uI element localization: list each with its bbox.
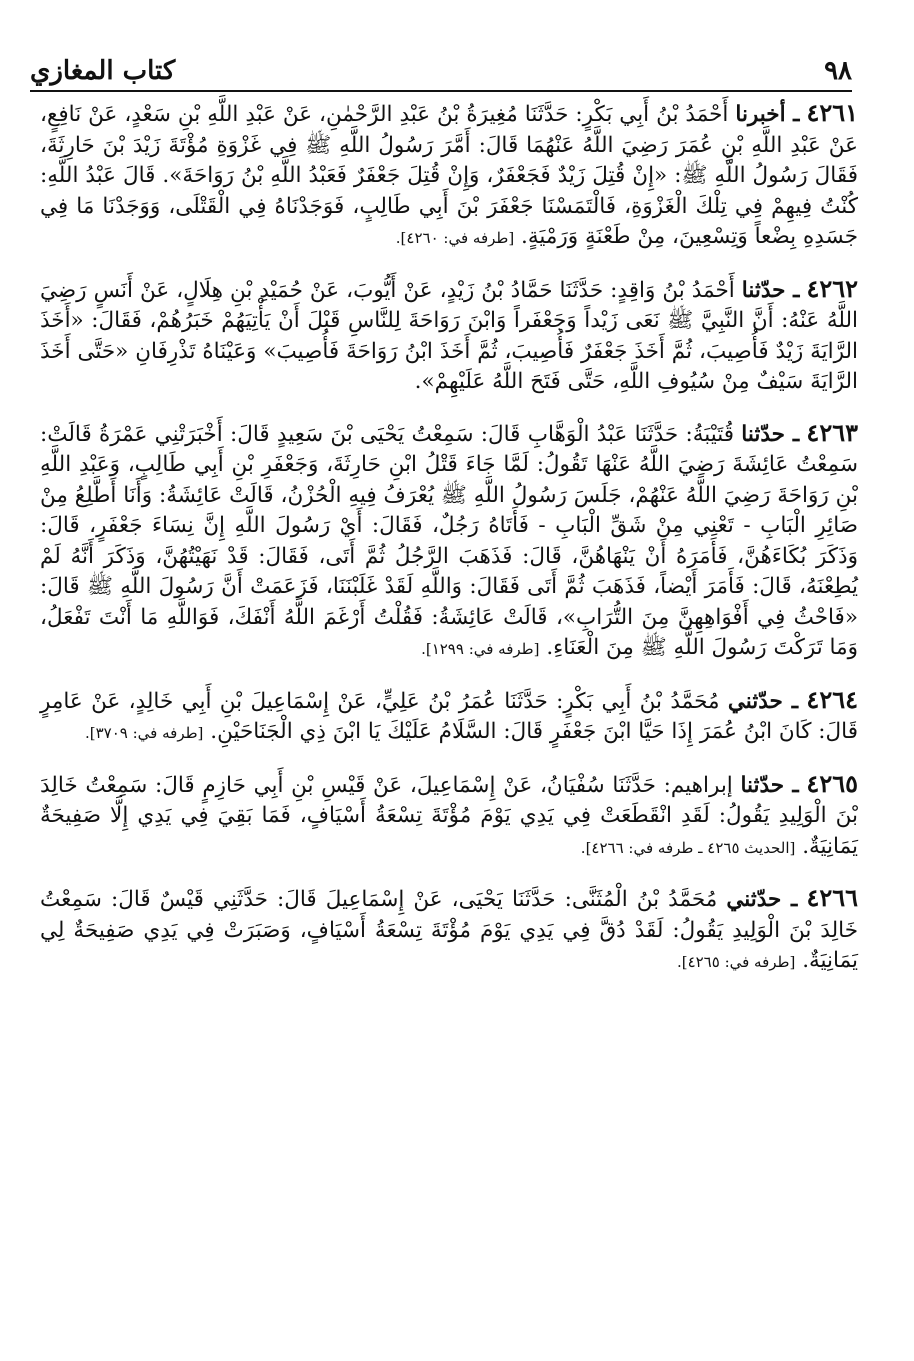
hadith-text: أَحْمَدُ بْنُ أَبِي بَكْرٍ: حَدَّثَنَا مُغِيرَةُ بْنُ عَبْدِ الرَّحْمٰنِ، عَنْ عَبْدِ اللَّهِ بْنِ سَعْدٍ، عَنْ نَافِعٍ، عَنْ عَبْدِ اللَّهِ بْنِ عُمَرَ رَضِيَ اللَّهُ عَنْهُمَا قَالَ: أَمَّرَ رَسُولُ اللَّهِ ﷺ فِي غَزْوَةِ مُؤْتَةَ زَيْدَ بْنَ حَارِثَةَ، فَقَالَ رَسُولُ اللَّهِ ﷺ: «إِنْ قُتِلَ زَيْدٌ فَجَعْفَرٌ، وَإِنْ قُتِلَ جَعْفَرٌ فَعَبْدُ اللَّهِ بْنُ رَوَاحَةَ». قَالَ عَبْدُ اللَّهِ: كُنْتُ فِيهِمْ فِي تِلْكَ الْغَزْوَةِ، فَالْتَمَسْنَا جَعْفَرَ بْنَ أَبِي طَالِبٍ، فَوَجَدْنَاهُ فِي الْقَتْلَى، وَوَجَدْنَا مَا فِي جَسَدِهِ بِضْعاً وَتِسْعِينَ، مِنْ طَعْنَةٍ وَرَمْيَةٍ.: [40, 102, 858, 249]
cross-reference: [طرفه في: ٣٧٠٩].: [85, 724, 204, 742]
hadith-entry: ٤٢٦٢ ـ حدّثنا أَحْمَدُ بْنُ وَاقِدٍ: حَدَّثَنَا حَمَّادُ بْنُ زَيْدٍ، عَنْ أَيُّوبَ، عَنْ حُمَيْدِ بْنِ هِلَالٍ، عَنْ أَنَسٍ رَضِيَ اللَّهُ عَنْهُ: أَنَّ النَّبِيَّ ﷺ نَعَى زَيْداً وَجَعْفَراً وَابْنَ رَوَاحَةَ لِلنَّاسِ قَبْلَ أَنْ يَأْتِيَهُمْ خَبَرُهُمْ، فَقَالَ: «أَخَذَ الرَّايَةَ زَيْدٌ فَأُصِيبَ، ثُمَّ أَخَذَ جَعْفَرٌ فَأُصِيبَ، ثُمَّ أَخَذَ ابْنُ رَوَاحَةَ فَأُصِيبَ» وَعَيْنَاهُ تَذْرِفَانِ «حَتَّى أَخَذَ الرَّايَةَ سَيْفٌ مِنْ سُيُوفِ اللَّهِ، حَتَّى فَتَحَ اللَّهُ عَلَيْهِمْ».: [40, 273, 859, 394]
page-header: [30, 44, 852, 92]
hadith-text: مُحَمَّدُ بْنُ الْمُثَنَّى: حَدَّثَنَا يَحْيَى، عَنْ إِسْمَاعِيلَ قَالَ: حَدَّثَنِي قَيْسٌ قَالَ: سَمِعْتُ خَالِدَ بْنَ الْوَلِيدِ يَقُولُ: لَقَدْ دُقَّ فِي يَدِي يَوْمَ مُؤْتَةَ تِسْعَةُ أَسْيَافٍ، وَصَبَرَتْ فِي يَدِي صَفِيحَةٌ لِي يَمَانِيَةٌ.: [40, 887, 858, 973]
hadith-text: مُحَمَّدُ بْنُ أَبِي بَكْرٍ: حَدَّثَنَا عُمَرُ بْنُ عَلِيٍّ، عَنْ إِسْمَاعِيلَ بْنِ أَبِي خَالِدٍ، عَنْ عَامِرٍ قَالَ: كَانَ ابْنُ عُمَرَ إِذَا حَيَّا ابْنَ جَعْفَرٍ قَالَ: السَّلَامُ عَلَيْكَ يَا ابْنَ ذِي الْجَنَاحَيْنِ.: [40, 688, 858, 744]
cross-reference: [الحديث ٤٢٦٥ ـ طرفه في: ٤٢٦٦].: [580, 838, 796, 857]
cross-reference: [طرفه في: ٤٢٦٥].: [676, 953, 796, 971]
hadith-text: أَحْمَدُ بْنُ وَاقِدٍ: حَدَّثَنَا حَمَّادُ بْنُ زَيْدٍ، عَنْ أَيُّوبَ، عَنْ حُمَيْدِ بْنِ هِلَالٍ، عَنْ أَنَسٍ رَضِيَ اللَّهُ عَنْهُ: أَنَّ النَّبِيَّ ﷺ نَعَى زَيْداً وَجَعْفَراً وَابْنَ رَوَاحَةَ لِلنَّاسِ قَبْلَ أَنْ يَأْتِيَهُمْ خَبَرُهُمْ، فَقَالَ: «أَخَذَ الرَّايَةَ زَيْدٌ فَأُصِيبَ، ثُمَّ أَخَذَ جَعْفَرٌ فَأُصِيبَ، ثُمَّ أَخَذَ ابْنُ رَوَاحَةَ فَأُصِيبَ» وَعَيْنَاهُ تَذْرِفَانِ «حَتَّى أَخَذَ الرَّايَةَ سَيْفٌ مِنْ سُيُوفِ اللَّهِ، حَتَّى فَتَحَ اللَّهُ عَلَيْهِمْ».: [40, 277, 858, 394]
hadith-entry: ٤٢٦٦ ـ حدّثني مُحَمَّدُ بْنُ الْمُثَنَّى: حَدَّثَنَا يَحْيَى، عَنْ إِسْمَاعِيلَ قَالَ: حَدَّثَنِي قَيْسٌ قَالَ: سَمِعْتُ خَالِدَ بْنَ الْوَلِيدِ يَقُولُ: لَقَدْ دُقَّ فِي يَدِي يَوْمَ مُؤْتَةَ تِسْعَةُ أَسْيَافٍ، وَصَبَرَتْ فِي يَدِي صَفِيحَةٌ لِي يَمَانِيَةٌ. [طرفه في: ٤٢٦٥].: [40, 883, 858, 973]
hadith-number: ٤٢٦٥: [806, 768, 858, 798]
book-title: كتاب المغازي: [30, 56, 176, 86]
hadith-number: ٤٢٦١: [806, 98, 858, 127]
hadith-body: [40, 98, 858, 1331]
hadith-entry: ٤٢٦١ ـ أخبرنا أَحْمَدُ بْنُ أَبِي بَكْرٍ: حَدَّثَنَا مُغِيرَةُ بْنُ عَبْدِ الرَّحْمٰنِ، عَنْ عَبْدِ اللَّهِ بْنِ سَعْدٍ، عَنْ نَافِعٍ، عَنْ عَبْدِ اللَّهِ بْنِ عُمَرَ رَضِيَ اللَّهُ عَنْهُمَا قَالَ: أَمَّرَ رَسُولُ اللَّهِ ﷺ فِي غَزْوَةِ مُؤْتَةَ زَيْدَ بْنَ حَارِثَةَ، فَقَالَ رَسُولُ اللَّهِ ﷺ: «إِنْ قُتِلَ زَيْدٌ فَجَعْفَرٌ، وَإِنْ قُتِلَ جَعْفَرٌ فَعَبْدُ اللَّهِ بْنُ رَوَاحَةَ». قَالَ عَبْدُ اللَّهِ: كُنْتُ فِيهِمْ فِي تِلْكَ الْغَزْوَةِ، فَالْتَمَسْنَا جَعْفَرَ بْنَ أَبِي طَالِبٍ، فَوَجَدْنَاهُ فِي الْقَتْلَى، وَوَجَدْنَا مَا فِي جَسَدِهِ بِضْعاً وَتِسْعِينَ، مِنْ طَعْنَةٍ وَرَمْيَةٍ. [طرفه في: ٤٢٦٠].: [40, 98, 858, 249]
hadith-text: قُتَيْبَةُ: حَدَّثَنَا عَبْدُ الْوَهَّابِ قَالَ: سَمِعْتُ يَحْيَى بْنَ سَعِيدٍ قَالَ: أَخْبَرَتْنِي عَمْرَةُ قَالَتْ: سَمِعْتُ عَائِشَةَ رَضِيَ اللَّهُ عَنْهَا تَقُولُ: لَمَّا جَاءَ قَتْلُ ابْنِ حَارِثَةَ، وَجَعْفَرِ بْنِ أَبِي طَالِبٍ، وَعَبْدِ اللَّهِ بْنِ رَوَاحَةَ رَضِيَ اللَّهُ عَنْهُمْ، جَلَسَ رَسُولُ اللَّهِ ﷺ يُعْرَفُ فِيهِ الْحُزْنُ، قَالَتْ عَائِشَةُ: وَأَنَا أَطَّلِعُ مِنْ صَائِرِ الْبَابِ - تَعْنِي مِنْ شَقِّ الْبَابِ - فَأَتَاهُ رَجُلٌ، فَقَالَ: أَيْ رَسُولَ اللَّهِ إِنَّ نِسَاءَ جَعْفَرٍ، قَالَ: وَذَكَرَ بُكَاءَهُنَّ، فَأَمَرَهُ أَنْ يَنْهَاهُنَّ، قَالَ: فَذَهَبَ الرَّجُلُ ثُمَّ أَتَى، فَقَالَ: قَدْ نَهَيْتُهُنَّ، وَذَكَرَ أَنَّهُ لَمْ يُطِعْنَهُ، قَالَ: فَأَمَرَ أَيْضاً، فَذَهَبَ ثُمَّ أَتَى فَقَالَ: وَاللَّهِ لَقَدْ غَلَبْنَنَا، فَزَعَمَتْ أَنَّ رَسُولَ اللَّهِ ﷺ قَالَ: «فَاحْثُ فِي أَفْوَاهِهِنَّ مِنَ التُّرَابِ»، قَالَتْ عَائِشَةُ: فَقُلْتُ أَرْغَمَ اللَّهُ أَنْفَكَ، فَوَاللَّهِ مَا أَنْتَ تَفْعَلُ، وَمَا تَرَكْتَ رَسُولَ اللَّهِ ﷺ مِنَ الْعَنَاءِ.: [40, 421, 858, 660]
hadith-opener: أخبرنا: [735, 102, 786, 127]
hadith-opener: حدّثنا: [741, 277, 786, 303]
hadith-opener: حدّثني: [726, 887, 782, 912]
hadith-number: ٤٢٦٣: [806, 417, 858, 447]
page-number: ٩٨: [824, 56, 852, 86]
hadith-entry: ٤٢٦٣ ـ حدّثنا قُتَيْبَةُ: حَدَّثَنَا عَبْدُ الْوَهَّابِ قَالَ: سَمِعْتُ يَحْيَى بْنَ سَعِيدٍ قَالَ: أَخْبَرَتْنِي عَمْرَةُ قَالَتْ: سَمِعْتُ عَائِشَةَ رَضِيَ اللَّهُ عَنْهَا تَقُولُ: لَمَّا جَاءَ قَتْلُ ابْنِ حَارِثَةَ، وَجَعْفَرِ بْنِ أَبِي طَالِبٍ، وَعَبْدِ اللَّهِ بْنِ رَوَاحَةَ رَضِيَ اللَّهُ عَنْهُمْ، جَلَسَ رَسُولُ اللَّهِ ﷺ يُعْرَفُ فِيهِ الْحُزْنُ، قَالَتْ عَائِشَةُ: وَأَنَا أَطَّلِعُ مِنْ صَائِرِ الْبَابِ - تَعْنِي مِنْ شَقِّ الْبَابِ - فَأَتَاهُ رَجُلٌ، فَقَالَ: أَيْ رَسُولَ اللَّهِ إِنَّ نِسَاءَ جَعْفَرٍ، قَالَ: وَذَكَرَ بُكَاءَهُنَّ، فَأَمَرَهُ أَنْ يَنْهَاهُنَّ، قَالَ: فَذَهَبَ الرَّجُلُ ثُمَّ أَتَى، فَقَالَ: قَدْ نَهَيْتُهُنَّ، وَذَكَرَ أَنَّهُ لَمْ يُطِعْنَهُ، قَالَ: فَأَمَرَ أَيْضاً، فَذَهَبَ ثُمَّ أَتَى فَقَالَ: وَاللَّهِ لَقَدْ غَلَبْنَنَا، فَزَعَمَتْ أَنَّ رَسُولَ اللَّهِ ﷺ قَالَ: «فَاحْثُ فِي أَفْوَاهِهِنَّ مِنَ التُّرَابِ»، قَالَتْ عَائِشَةُ: فَقُلْتُ أَرْغَمَ اللَّهُ أَنْفَكَ، فَوَاللَّهِ مَا أَنْتَ تَفْعَلُ، وَمَا تَرَكْتَ رَسُولَ اللَّهِ ﷺ مِنَ الْعَنَاءِ. [طرفه في: ١٢٩٩].: [40, 417, 858, 660]
cross-reference: [طرفه في: ١٢٩٩].: [421, 640, 540, 658]
hadith-entry: ٤٢٦٤ ـ حدّثني مُحَمَّدُ بْنُ أَبِي بَكْرٍ: حَدَّثَنَا عُمَرُ بْنُ عَلِيٍّ، عَنْ إِسْمَاعِيلَ بْنِ أَبِي خَالِدٍ، عَنْ عَامِرٍ قَالَ: كَانَ ابْنُ عُمَرَ إِذَا حَيَّا ابْنَ جَعْفَرٍ قَالَ: السَّلَامُ عَلَيْكَ يَا ابْنَ ذِي الْجَنَاحَيْنِ. [طرفه في: ٣٧٠٩].: [40, 684, 858, 744]
hadith-number: ٤٢٦٢: [806, 273, 859, 303]
hadith-opener: حدّثنا: [741, 421, 785, 447]
hadith-entry: ٤٢٦٥ ـ حدّثنا إبراهيم: حَدَّثَنَا سُفْيَانُ، عَنْ إِسْمَاعِيلَ، عَنْ قَيْسِ بْنِ أَبِي حَازِمٍ قَالَ: سَمِعْتُ خَالِدَ بْنَ الْوَلِيدِ يَقُولُ: لَقَدِ انْقَطَعَتْ فِي يَدِي يَوْمَ مُؤْتَةَ تِسْعَةُ أَسْيَافٍ، فَمَا بَقِيَ فِي يَدِي إِلَّا صَفِيحَةٌ يَمَانِيَةٌ. [الحديث ٤٢٦٥ ـ طرفه في: ٤٢٦٦].: [40, 768, 858, 859]
hadith-opener: حدّثني: [727, 688, 783, 714]
cross-reference: [طرفه في: ٤٢٦٠].: [395, 229, 515, 247]
hadith-opener: حدّثنا: [740, 772, 785, 798]
hadith-number: ٤٢٦٦: [806, 883, 858, 912]
hadith-number: ٤٢٦٤: [806, 684, 858, 714]
hadith-text: إبراهيم: حَدَّثَنَا سُفْيَانُ، عَنْ إِسْمَاعِيلَ، عَنْ قَيْسِ بْنِ أَبِي حَازِمٍ قَالَ: سَمِعْتُ خَالِدَ بْنَ الْوَلِيدِ يَقُولُ: لَقَدِ انْقَطَعَتْ فِي يَدِي يَوْمَ مُؤْتَةَ تِسْعَةُ أَسْيَافٍ، فَمَا بَقِيَ فِي يَدِي إِلَّا صَفِيحَةٌ يَمَانِيَةٌ.: [40, 772, 858, 859]
